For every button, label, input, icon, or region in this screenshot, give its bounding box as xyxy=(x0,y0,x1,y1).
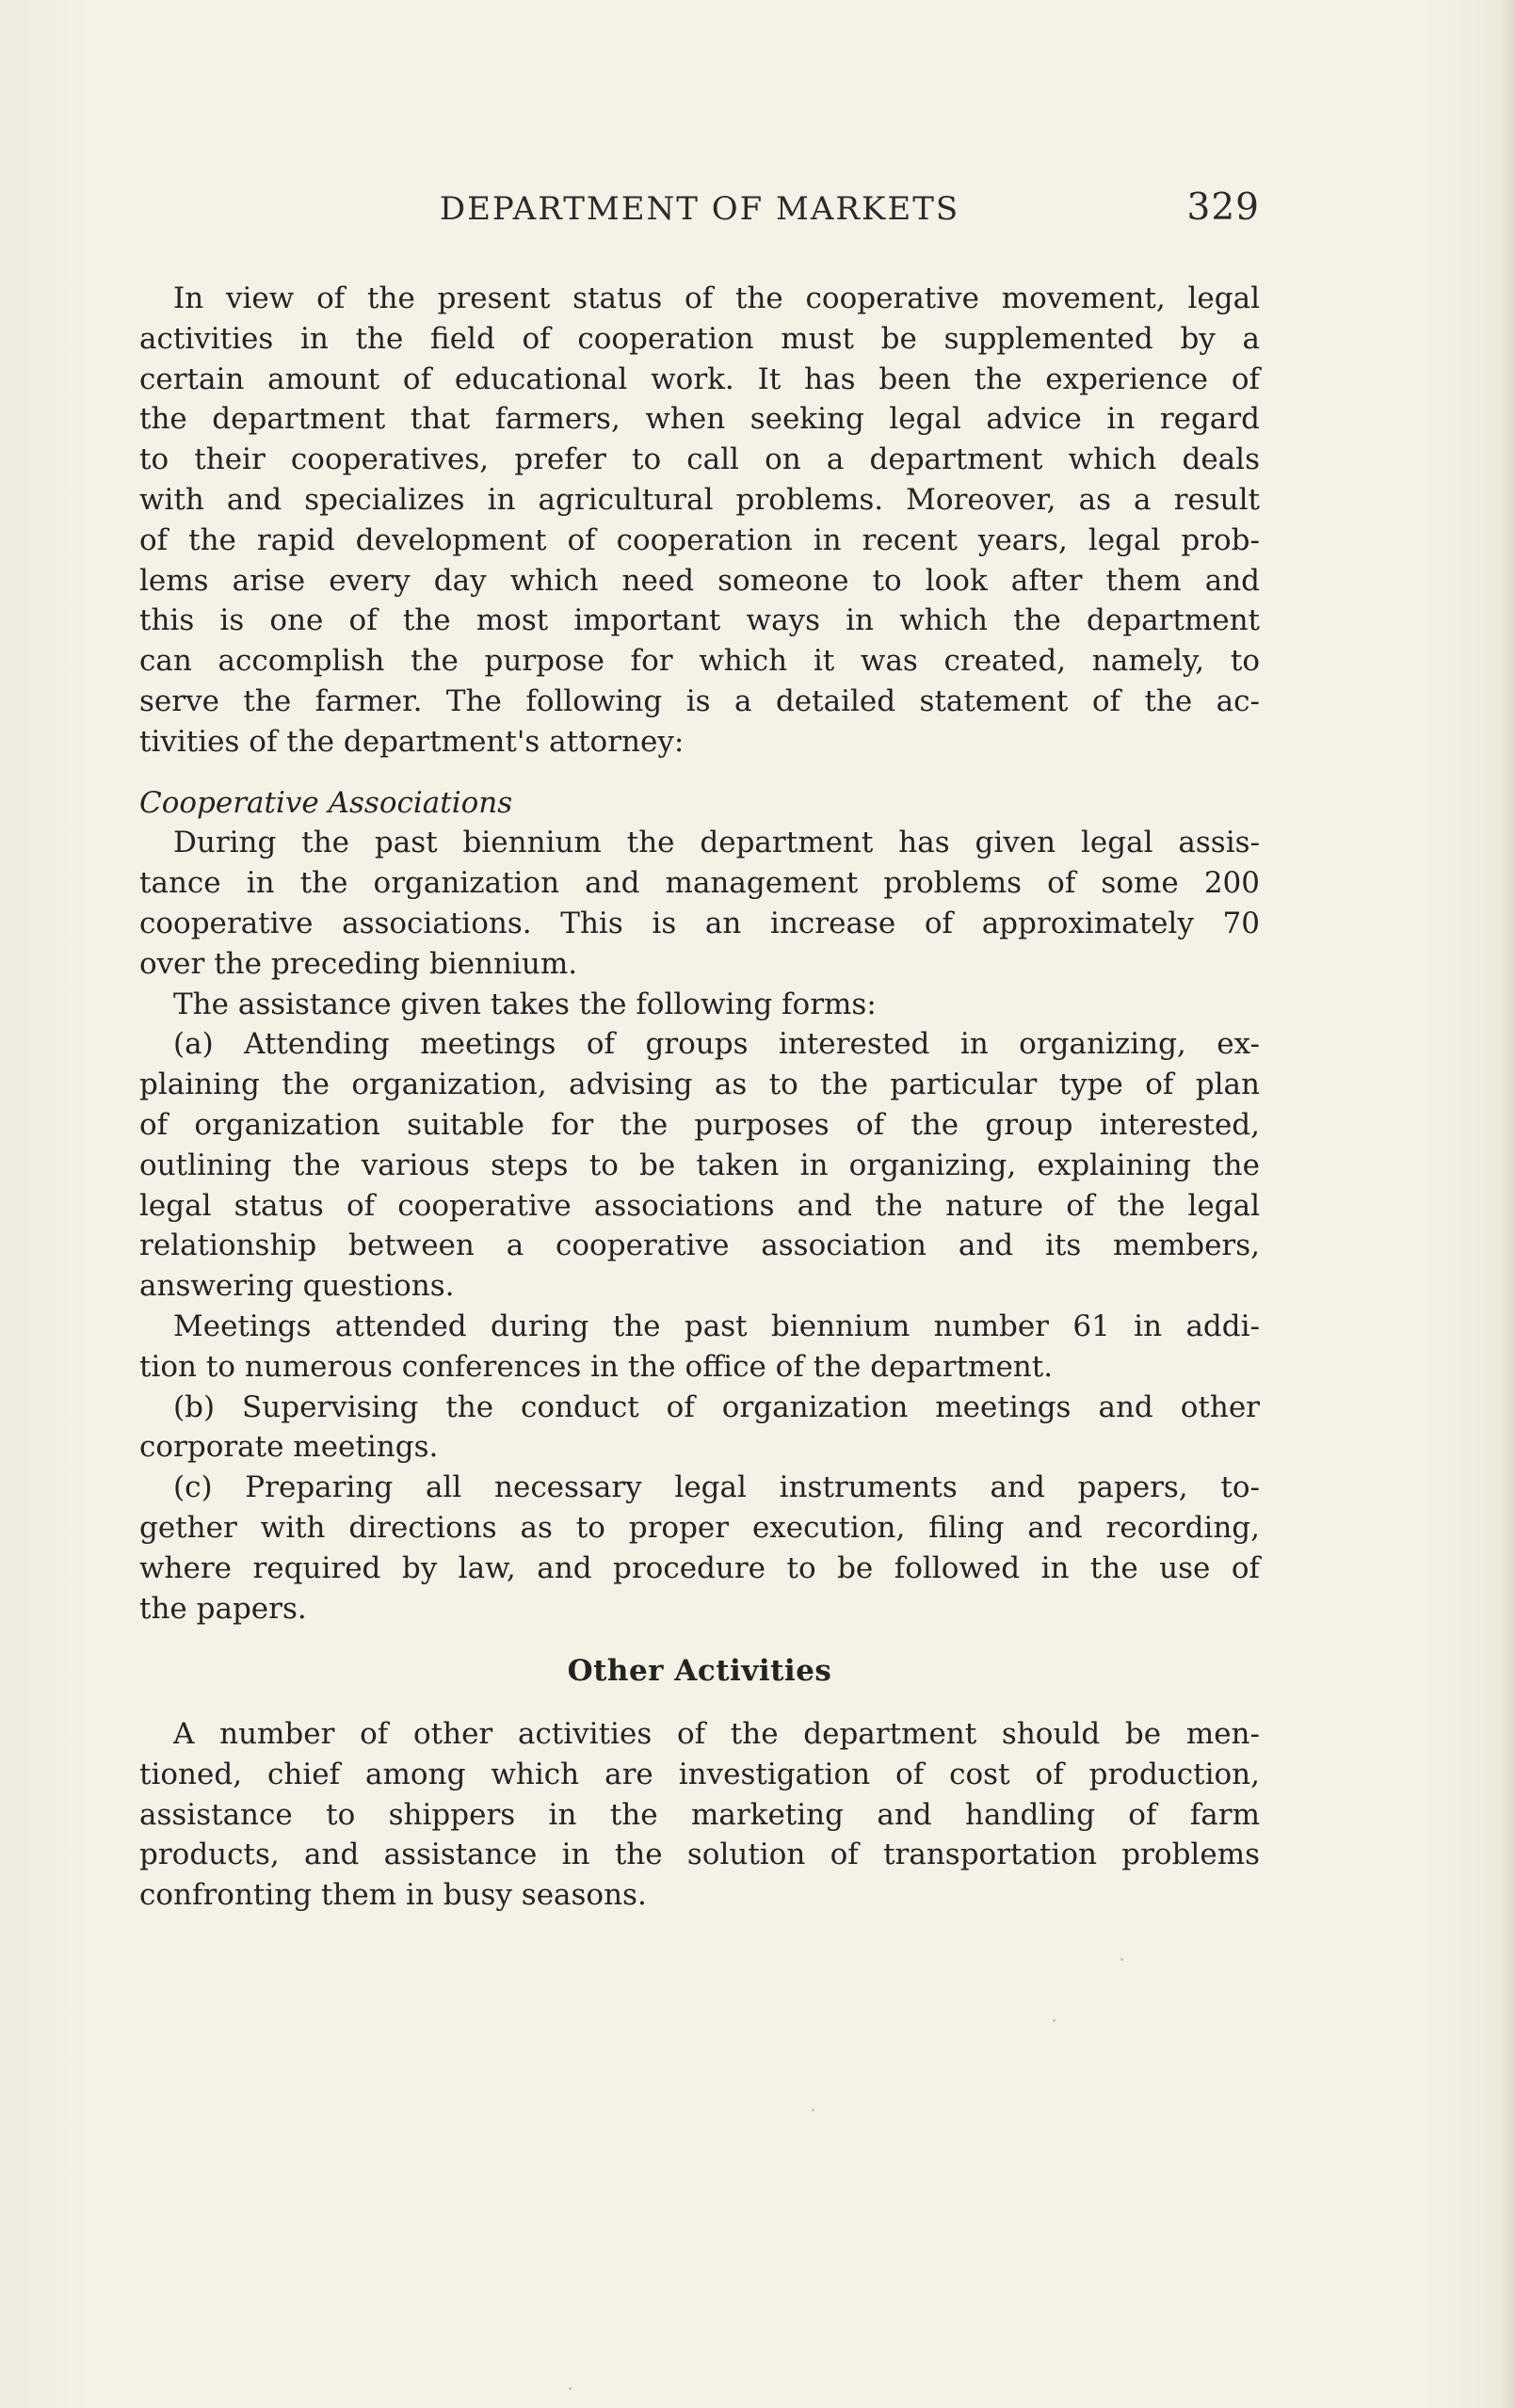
text-line: gether with directions as to proper execution, filing and recording, xyxy=(139,1510,1260,1545)
text-line: legal status of cooperative associations and the nature of the legal xyxy=(139,1188,1260,1223)
text-line: of the rapid development of cooperation in recent years, legal prob- xyxy=(139,522,1260,557)
section-other-activities xyxy=(139,1651,1260,1916)
text-line: over the preceding biennium. xyxy=(139,946,578,981)
text-line: products, and assistance in the solution of transportation problems xyxy=(139,1838,1260,1872)
text-line: can accomplish the purpose for which it was created, namely, to xyxy=(139,644,1260,679)
paragraph-meetings xyxy=(139,1307,1260,1388)
section-cooperative-associations xyxy=(139,783,1260,985)
text-line: relationship between a cooperative association and its members, xyxy=(139,1228,1260,1263)
text-line: corporate meetings. xyxy=(139,1430,439,1465)
text-line: tance in the organization and management problems of some 200 xyxy=(139,866,1260,901)
running-head xyxy=(139,186,1260,243)
text-line: the papers. xyxy=(139,1591,307,1626)
text-line: In view of the present status of the cooperative movement, legal xyxy=(173,281,1260,315)
text-line: The assistance given takes the following forms: xyxy=(173,987,877,1021)
text-line: assistance to shippers in the marketing and handling of farm xyxy=(139,1797,1260,1832)
paragraph-item-b xyxy=(139,1388,1260,1469)
paper-speck xyxy=(569,2387,572,2390)
text-line: cooperative associations. This is an increase of approximately 70 xyxy=(139,906,1260,940)
text-line: lems arise every day which need someone to look after them and xyxy=(139,563,1260,598)
paragraph-assistance-forms xyxy=(139,985,1260,1025)
section-heading-italic: Cooperative Associations xyxy=(139,785,513,820)
paragraph-item-a xyxy=(139,1024,1260,1307)
text-line: confronting them in busy seasons. xyxy=(139,1878,647,1913)
text-line: answering questions. xyxy=(139,1269,455,1304)
text-line: tivities of the department's attorney: xyxy=(139,724,685,759)
text-line: activities in the field of cooperation must be supplemented by a xyxy=(139,321,1260,356)
running-title: DEPARTMENT OF MARKETS xyxy=(439,190,960,228)
section-heading-centered: Other Activities xyxy=(567,1654,832,1689)
text-line: to their cooperatives, prefer to call on a department which deals xyxy=(139,442,1260,477)
text-line: (a) Attending meetings of groups interested in organizing, ex- xyxy=(173,1027,1260,1062)
text-line: (b) Supervising the conduct of organization meetings and other xyxy=(173,1389,1260,1424)
paragraph-item-c xyxy=(139,1468,1260,1629)
text-line: tion to numerous conferences in the office of the department. xyxy=(139,1349,1054,1384)
page-edge xyxy=(1502,0,1515,2408)
paragraph-intro xyxy=(139,279,1260,763)
paper-speck xyxy=(1120,1958,1123,1961)
page-body xyxy=(139,279,1260,1916)
text-line: A number of other activities of the department should be men- xyxy=(173,1717,1260,1752)
text-line: serve the farmer. The following is a detailed statement of the ac- xyxy=(139,683,1260,718)
page-number: 329 xyxy=(1186,186,1260,229)
text-line: outlining the various steps to be taken in organizing, explaining the xyxy=(139,1148,1260,1182)
text-line: tioned, chief among which are investigation of cost of production, xyxy=(139,1757,1260,1791)
text-line: the department that farmers, when seeking legal advice in regard xyxy=(139,402,1260,437)
text-line: certain amount of educational work. It has been the experience of xyxy=(139,361,1260,396)
paper-speck xyxy=(812,2109,814,2111)
text-line: where required by law, and procedure to be followed in the use of xyxy=(139,1550,1260,1585)
text-line: of organization suitable for the purposes of the group interested, xyxy=(139,1107,1260,1142)
text-line: with and specializes in agricultural problems. Moreover, as a result xyxy=(139,482,1260,517)
text-line: plaining the organization, advising as to the particular type of plan xyxy=(139,1068,1260,1102)
text-line: (c) Preparing all necessary legal instruments and papers, to- xyxy=(173,1470,1260,1505)
text-line: Meetings attended during the past biennium number 61 in addi- xyxy=(173,1308,1260,1343)
text-line: During the past biennium the department has given legal assis- xyxy=(173,826,1260,860)
paper-speck xyxy=(1053,2019,1056,2022)
text-line: this is one of the most important ways in which the department xyxy=(139,603,1260,638)
